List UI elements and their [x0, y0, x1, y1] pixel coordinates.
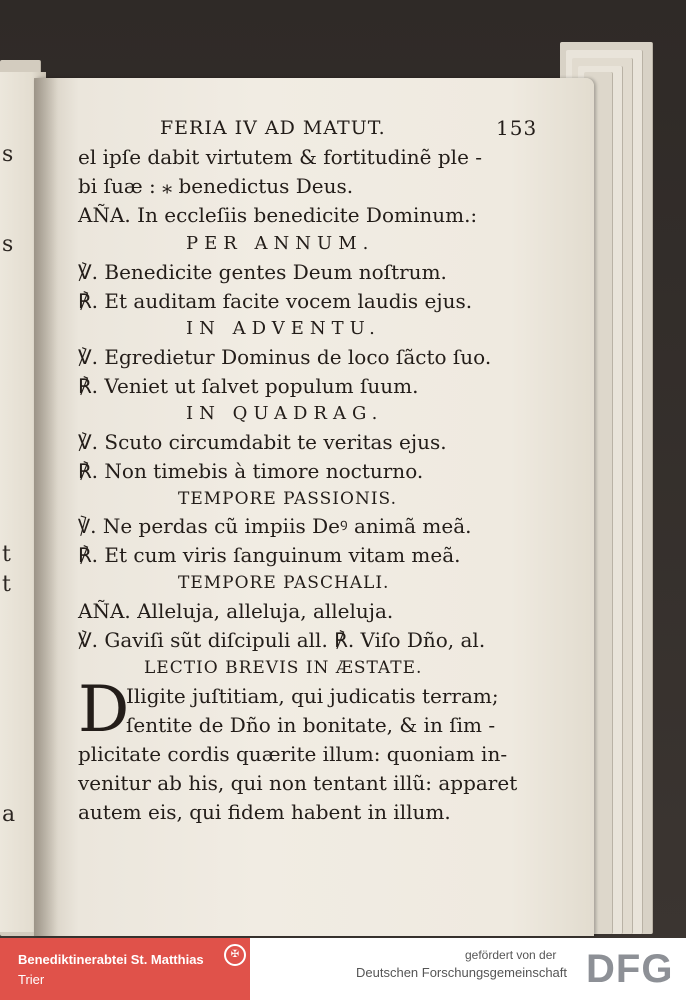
dfg-logo[interactable]: DFG	[586, 947, 674, 991]
lectio-line: autem eis, qui fidem habent in illum.	[78, 800, 451, 824]
running-header: FERIA IV AD MATUT.	[160, 117, 386, 139]
text-line: AÑA. In eccleſiis benedicite Dominum.:	[78, 203, 478, 227]
left-page-fragment: a	[2, 802, 16, 827]
lectio-line: venitur ab his, qui non tentant illũ: apparet	[78, 771, 518, 795]
page-number: 153	[496, 116, 538, 140]
funder-name: Deutschen Forschungsgemeinschaft	[356, 965, 568, 980]
section-heading: IN ADVENTU.	[186, 318, 381, 339]
section-heading: TEMPORE PASCHALI.	[178, 573, 390, 593]
response-line: ℟. Et cum viris ſanguinum vitam meã.	[78, 543, 461, 567]
footer-bar	[0, 938, 686, 1000]
section-heading: IN QUADRAG.	[186, 403, 384, 424]
institution-logo-icon[interactable]: ✠	[224, 944, 246, 966]
lectio-line: ſentite de Dño in bonitate, & in ſim -	[126, 713, 496, 737]
response-line: ℟. Non timebis à timore nocturno.	[78, 459, 424, 483]
response-line: ℟. Et auditam facite vocem laudis ejus.	[78, 289, 473, 313]
versicle-line: ℣. Benedicite gentes Deum noſtrum.	[78, 260, 447, 284]
antiphon-line: AÑA. Alleluja, alleluja, alleluja.	[78, 599, 394, 623]
text-line: el ipſe dabit virtutem & fortitudinẽ ple -	[78, 145, 483, 169]
versicle-line: ℣. Ne perdas cũ impiis Deꝰ animã meã.	[78, 514, 472, 538]
versicle-line: ℣. Scuto circumdabit te veritas ejus.	[78, 430, 447, 454]
lectio-line: Iligite juſtitiam, qui judicatis terram;	[126, 684, 499, 708]
left-page-fragment: t	[2, 572, 11, 597]
funded-by-label: gefördert von der	[465, 948, 557, 962]
drop-cap: D	[78, 673, 130, 747]
section-heading: LECTIO BREVIS IN ÆSTATE.	[144, 658, 423, 678]
versicle-line: ℣. Gaviſi sũt diſcipuli all. ℟. Viſo Dño, al.	[78, 628, 486, 652]
institution-city: Trier	[18, 972, 45, 987]
left-page-fragment: s	[2, 232, 14, 257]
versicle-line: ℣. Egredietur Dominus de loco ſãcto ſuo.	[78, 345, 492, 369]
lectio-line: plicitate cordis quærite illum: quoniam in-	[78, 742, 508, 766]
section-heading: PER ANNUM.	[186, 233, 375, 254]
text-line: bi ſuæ : ⁎ benedictus Deus.	[78, 174, 354, 198]
left-page-fragment: s	[2, 142, 14, 167]
left-page-fragment: t	[2, 542, 11, 567]
gutter-shadow	[34, 78, 58, 936]
section-heading: TEMPORE PASSIONIS.	[178, 489, 397, 509]
institution-bar[interactable]	[0, 938, 250, 1000]
response-line: ℟. Veniet ut ſalvet populum ſuum.	[78, 374, 419, 398]
institution-name[interactable]: Benediktinerabtei St. Matthias	[18, 952, 204, 967]
